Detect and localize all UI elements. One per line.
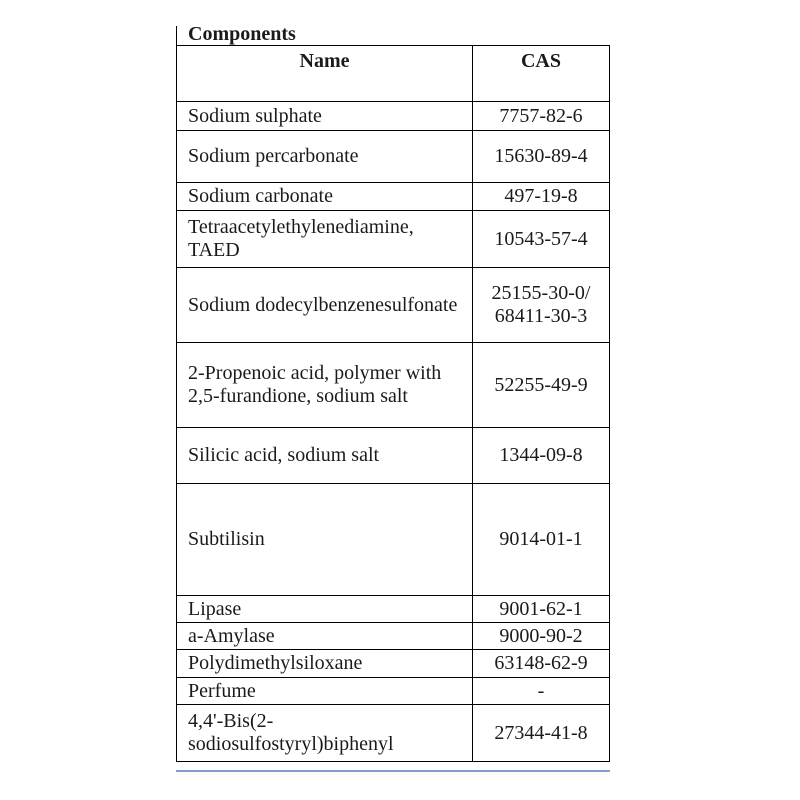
cas-number: 25155-30-0/ 68411-30-3 <box>473 268 610 343</box>
cas-number: 1344-09-8 <box>473 428 610 484</box>
table-row <box>177 705 610 762</box>
component-name: Sodium dodecylbenzenesulfonate <box>177 268 473 343</box>
table-row <box>177 596 610 623</box>
table-row <box>177 102 610 131</box>
table-row <box>177 131 610 183</box>
table-caption: Components <box>188 23 296 45</box>
component-name: a-Amylase <box>177 623 473 650</box>
cas-number: 52255-49-9 <box>473 343 610 428</box>
table-row <box>177 484 610 596</box>
header-cas: CAS <box>473 46 610 102</box>
cas-number: - <box>473 678 610 705</box>
bottom-accent-line <box>176 770 610 772</box>
cas-number: 9014-01-1 <box>473 484 610 596</box>
cas-number: 27344-41-8 <box>473 705 610 762</box>
caption-rule <box>176 26 177 45</box>
table-row <box>177 650 610 678</box>
cas-number: 7757-82-6 <box>473 102 610 131</box>
table-row <box>177 678 610 705</box>
cas-number: 15630-89-4 <box>473 131 610 183</box>
component-name: Perfume <box>177 678 473 705</box>
component-name: Sodium carbonate <box>177 183 473 211</box>
table-row <box>177 428 610 484</box>
component-name: Silicic acid, sodium salt <box>177 428 473 484</box>
component-name: Polydimethylsiloxane <box>177 650 473 678</box>
table-row <box>177 183 610 211</box>
components-table <box>176 45 610 762</box>
component-name: 2-Propenoic acid, polymer with 2,5-furandione, sodium salt <box>177 343 473 428</box>
component-name: Lipase <box>177 596 473 623</box>
component-name: Tetraacetylethylenediamine, TAED <box>177 211 473 268</box>
component-name: Sodium sulphate <box>177 102 473 131</box>
table-row <box>177 268 610 343</box>
table-row <box>177 211 610 268</box>
table-row <box>177 343 610 428</box>
cas-number: 497-19-8 <box>473 183 610 211</box>
header-name: Name <box>177 46 473 102</box>
table-row <box>177 623 610 650</box>
cas-number: 9000-90-2 <box>473 623 610 650</box>
component-name: Subtilisin <box>177 484 473 596</box>
cas-number: 63148-62-9 <box>473 650 610 678</box>
header-row <box>177 46 610 102</box>
cas-number: 10543-57-4 <box>473 211 610 268</box>
cas-number: 9001-62-1 <box>473 596 610 623</box>
component-name: 4,4'-Bis(2-sodiosulfostyryl)biphenyl <box>177 705 473 762</box>
component-name: Sodium percarbonate <box>177 131 473 183</box>
